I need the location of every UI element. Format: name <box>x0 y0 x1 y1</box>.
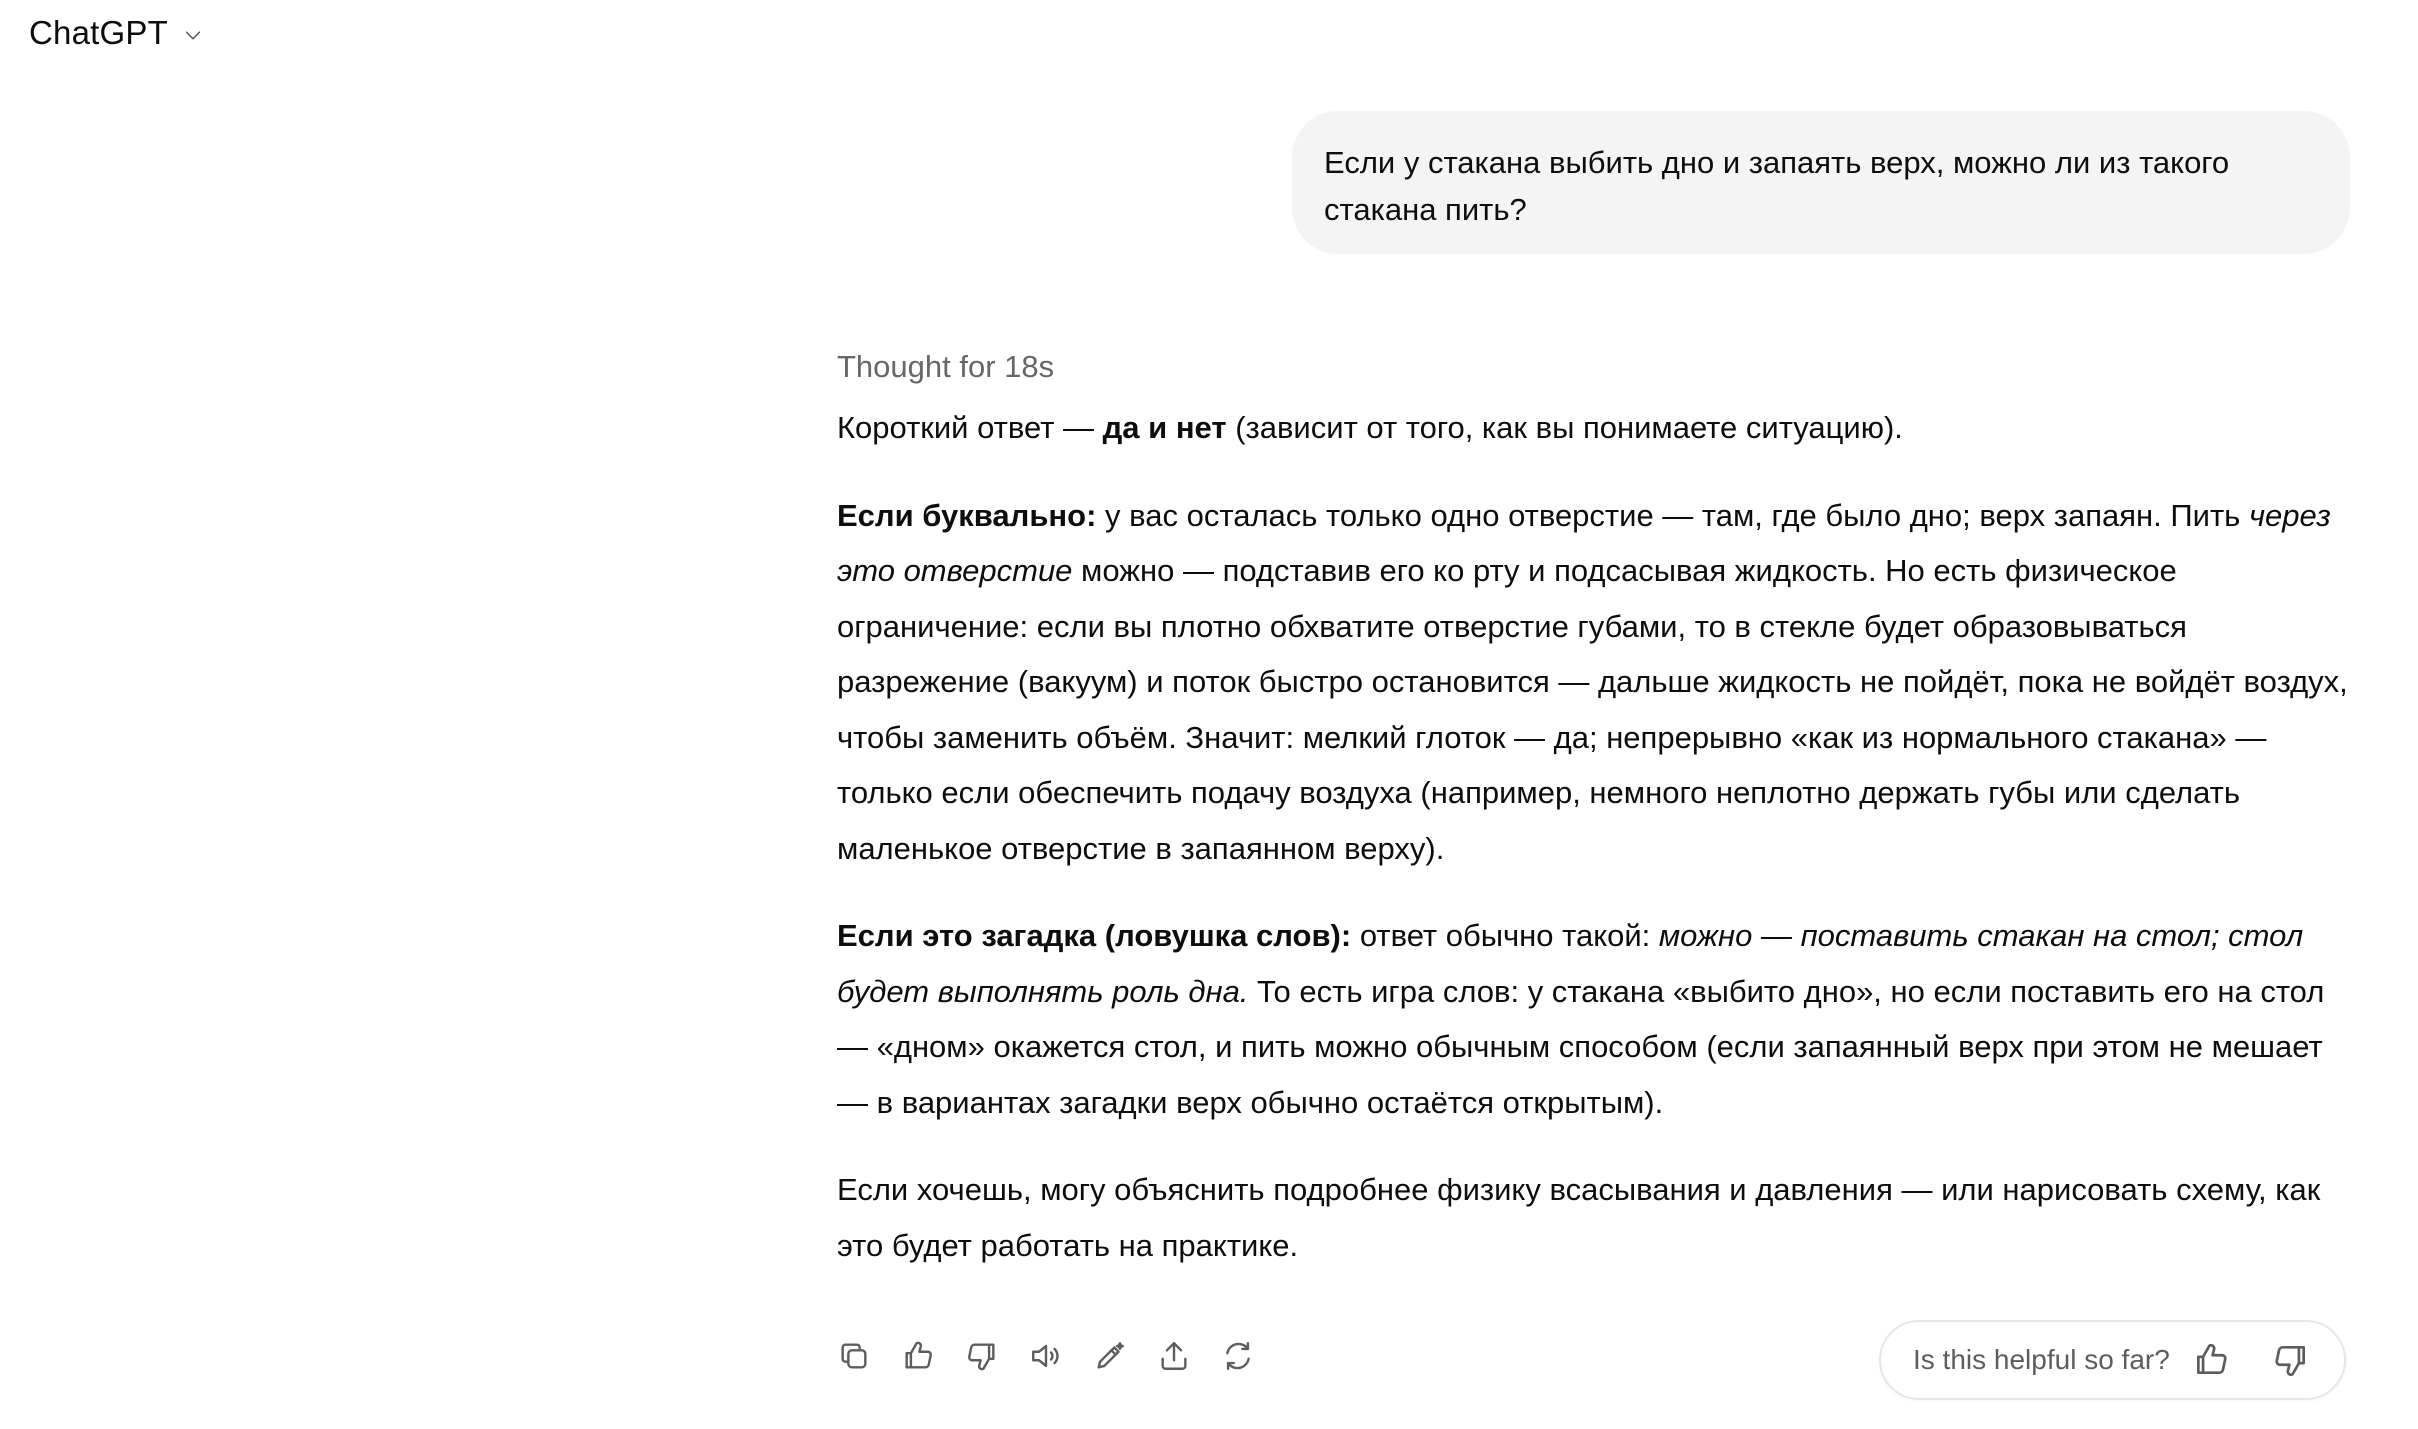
text-span: Короткий ответ — <box>837 410 1103 445</box>
italic-text: можно — поставить стакан на стол; стол будет выполнять роль дна. <box>837 918 2304 1009</box>
thumbs-up-icon <box>901 1339 935 1373</box>
user-message-line: стакана пить? <box>1324 192 1527 227</box>
bad-response-button[interactable] <box>962 1336 1002 1376</box>
user-message-line: Если у стакана выбить дно и запаять верх, можно ли из такого <box>1324 145 2230 180</box>
text-span: у вас осталась только одно отверстие — там, где было дно; верх запаян. Пить <box>1096 497 2249 533</box>
text-span: (зависит от того, как вы понимаете ситуацию). <box>1226 410 1903 445</box>
edit-button[interactable] <box>1090 1336 1130 1376</box>
good-response-button[interactable] <box>898 1336 938 1376</box>
model-name: ChatGPT <box>29 14 168 51</box>
text-span: ответ обычно такой: <box>1351 918 1659 953</box>
copy-icon <box>837 1339 871 1373</box>
share-icon <box>1157 1339 1191 1373</box>
answer-paragraph: Если хочешь, могу объяснить подробнее физику всасывания и давления — или нарисовать схему, как это будет работать на практике. <box>837 1172 2321 1263</box>
read-aloud-button[interactable] <box>1026 1336 1066 1376</box>
thumbs-down-icon[interactable] <box>2272 1341 2310 1379</box>
thumbs-up-icon[interactable] <box>2192 1341 2230 1379</box>
chevron-down-icon <box>182 24 204 46</box>
answer-paragraph <box>837 488 2357 877</box>
regenerate-icon <box>1221 1339 1255 1373</box>
copy-button[interactable] <box>834 1336 874 1376</box>
assistant-message-body <box>837 400 2357 1273</box>
bold-text: Если это загадка (ловушка слов): <box>837 918 1352 953</box>
text-span: можно — подставив его ко рту и подсасывая жидкость. Но есть физическое ограничение: если вы плотно обхватите отверстие губами, то в стекле будет образовываться разрежение (вакуум) и поток быстро остановится — дальше жидкость не пойдёт, пока не войдёт воздух, чтобы заменить объём. Значит: мелкий глоток — да; непрерывно «как из нормального стакана» — только если обеспечить подачу воздуха (например, немного неплотно держать губы или сделать маленькое отверстие в запаянном верху). <box>837 553 2348 866</box>
read-aloud-icon <box>1029 1339 1063 1373</box>
italic-text: через это отверстие <box>837 497 2331 588</box>
thought-duration-toggle[interactable]: Thought for 18s <box>837 349 1055 384</box>
share-button[interactable] <box>1154 1336 1194 1376</box>
thumbs-down-icon <box>965 1339 999 1373</box>
answer-paragraph <box>837 908 2357 1130</box>
feedback-prompt <box>1879 1320 2346 1400</box>
assistant-message <box>837 336 2357 1273</box>
text-span: То есть игра слов: у стакана «выбито дно», но если поставить его на стол — «дном» окажется стол, и пить можно обычным способом (если запаянный верх при этом не мешает — в вариантах загадки верх обычно остаётся открытым). <box>837 973 2325 1120</box>
regenerate-button[interactable] <box>1218 1336 1258 1376</box>
user-message-bubble <box>1292 111 2350 254</box>
feedback-label: Is this helpful so far? <box>1913 1344 2170 1375</box>
edit-icon <box>1093 1339 1127 1373</box>
model-switcher[interactable] <box>29 14 204 52</box>
message-actions <box>834 1336 1258 1376</box>
bold-text: да и нет <box>1102 410 1227 445</box>
bold-text: Если буквально: <box>837 497 1097 533</box>
answer-paragraph <box>837 400 2357 456</box>
